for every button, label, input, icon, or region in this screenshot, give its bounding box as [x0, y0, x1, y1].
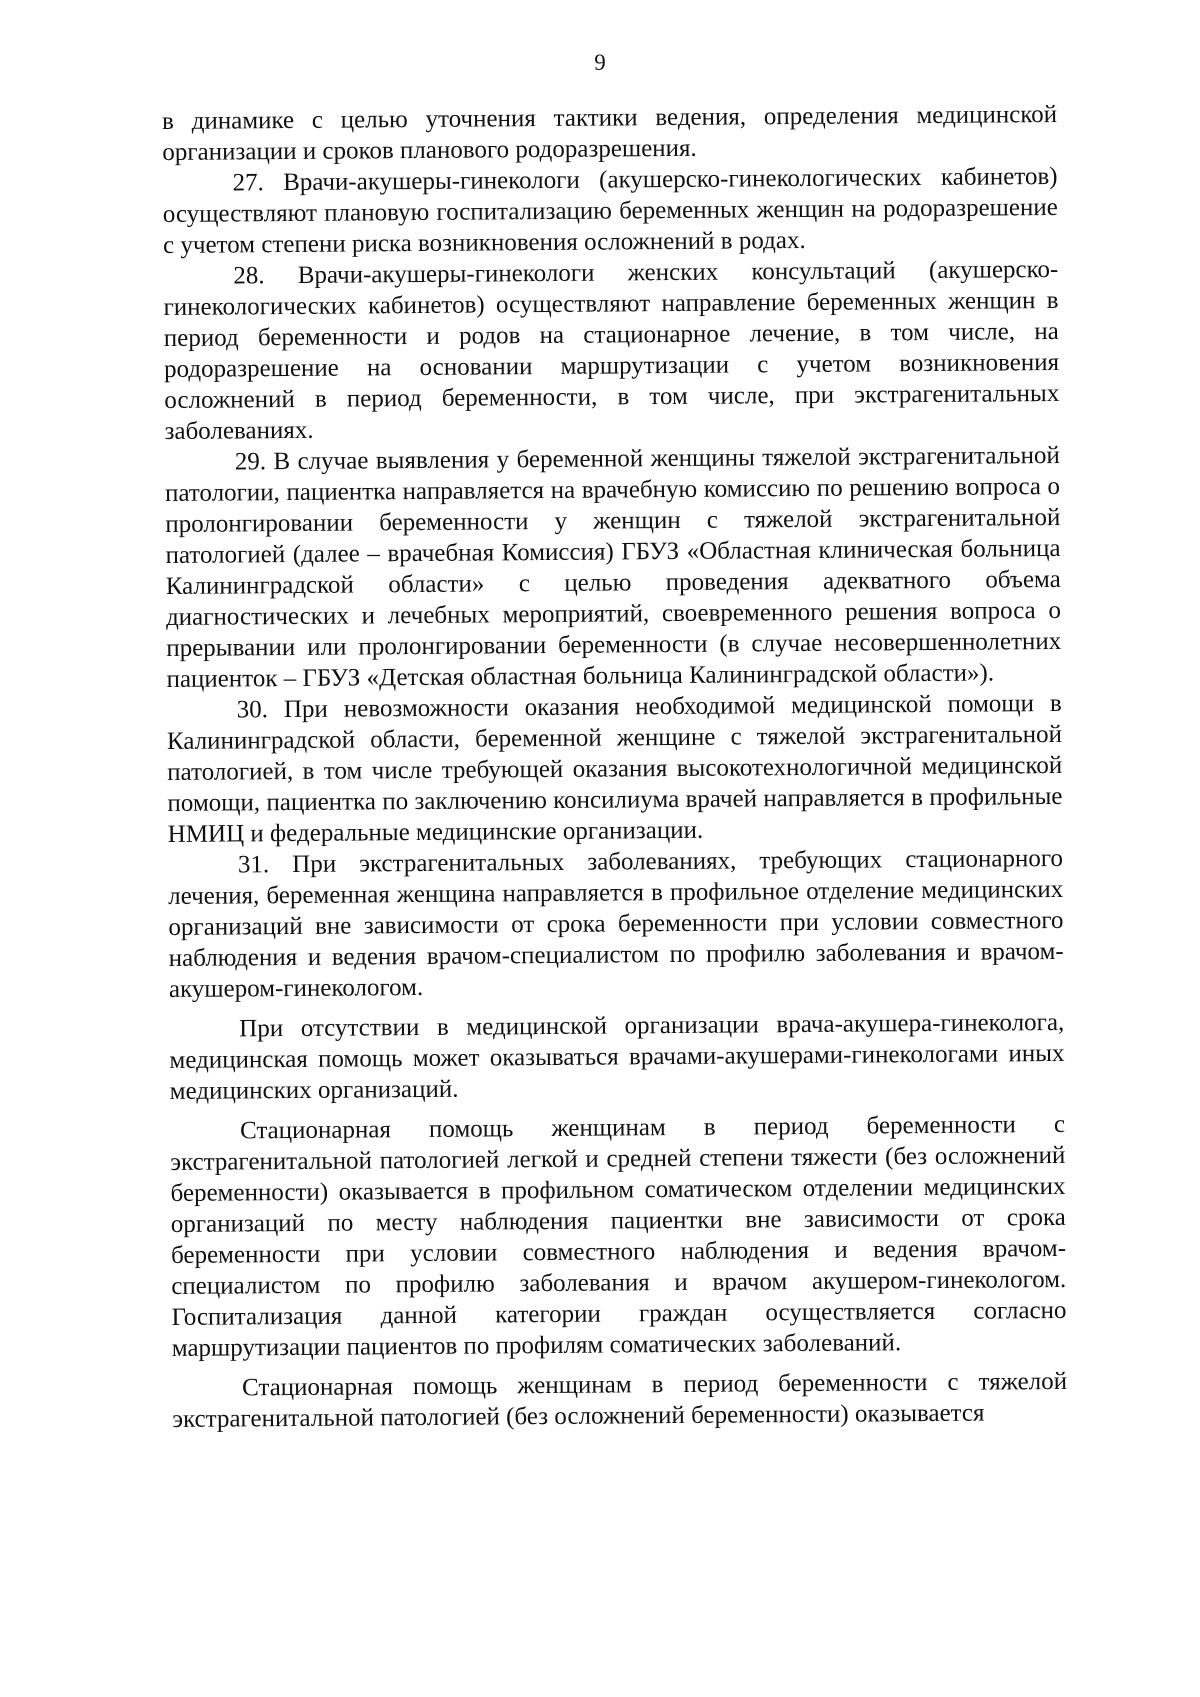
- page-number: 9: [594, 50, 606, 75]
- paragraph-31: 31. При экстрагенитальных заболеваниях, требующих стационарного лечения, беременная женщина направляется в профильное отделение медицинских организаций вне зависимости от срока беременности при условии совместного наблюдения и ведения врачом-специалистом по профилю заболевания и врачом-акушером-гинекологом.: [168, 844, 1064, 1003]
- paragraph-29: 29. В случае выявления у беременной женщины тяжелой экстрагенитальной патологии, пациентка направляется на врачебную комиссию по решению вопроса о пролонгировании беременности у женщин с тяжелой экстрагенитальной патологией (далее – врачебная Комиссия) ГБУЗ «Областная клиническая больница Калининградской области» с целью проведения адекватного объема диагностических и лечебных мероприятий, своевременного решения вопроса о прерывании или пролонгировании беременности (в случае несовершеннолетних пациенток – ГБУЗ «Детская областная больница Калининградской области»).: [164, 441, 1062, 693]
- paragraph-30: 30. При невозможности оказания необходимой медицинской помощи в Калининградской области, беременной женщине с тяжелой экстрагенитальной патологией, в том числе требующей оказания высокотехнологичной медицинской помощи, пациентка по заключению консилиума врачей направляется в профильные НМИЦ и федеральные медицинские организации.: [166, 689, 1063, 848]
- paragraph-28: 28. Врачи-акушеры-гинекологи женских консультаций (акушерско-гинекологических кабинетов) осуществляют направление беременных женщин в период беременности и родов на стационарное лечение, в том числе, на родоразрешение на основании маршрутизации с учетом возникновения осложнений в период беременности, в том числе, при экстрагенитальных заболеваниях.: [163, 255, 1060, 445]
- paragraph-absence-of-obstetrician: При отсутствии в медицинской организации врача-акушера-гинеколога, медицинская помощь может оказываться врачами-акушерами-гинекологами иных медицинских организаций.: [169, 1008, 1065, 1105]
- paragraph-inpatient-care-severe: Стационарная помощь женщинам в период беременности с тяжелой экстрагенитальной патологией (без осложнений беременности) оказывается: [172, 1367, 1068, 1433]
- document-body: [162, 99, 1067, 1435]
- paragraph-continuation: в динамике с целью уточнения тактики ведения, определения медицинской организации и сроков планового родоразрешения.: [162, 100, 1058, 166]
- paragraph-27: 27. Врачи-акушеры-гинекологи (акушерско-гинекологических кабинетов) осуществляют плановую госпитализацию беременных женщин на родоразрешение с учетом степени риска возникновения осложнений в родах.: [162, 162, 1058, 259]
- paragraph-inpatient-care-mild: Стационарная помощь женщинам в период беременности с экстрагенитальной патологией легкой и средней степени тяжести (без осложнений беременности) оказывается в профильном соматическом отделении медицинских организаций по месту наблюдения пациентки вне зависимости от срока беременности при условии совместного наблюдения и ведения врачом-специалистом по профилю заболевания и врачом акушером-гинекологом. Госпитализация данной категории граждан осуществляется согласно маршрутизации пациентов по профилям соматических заболеваний.: [170, 1110, 1067, 1362]
